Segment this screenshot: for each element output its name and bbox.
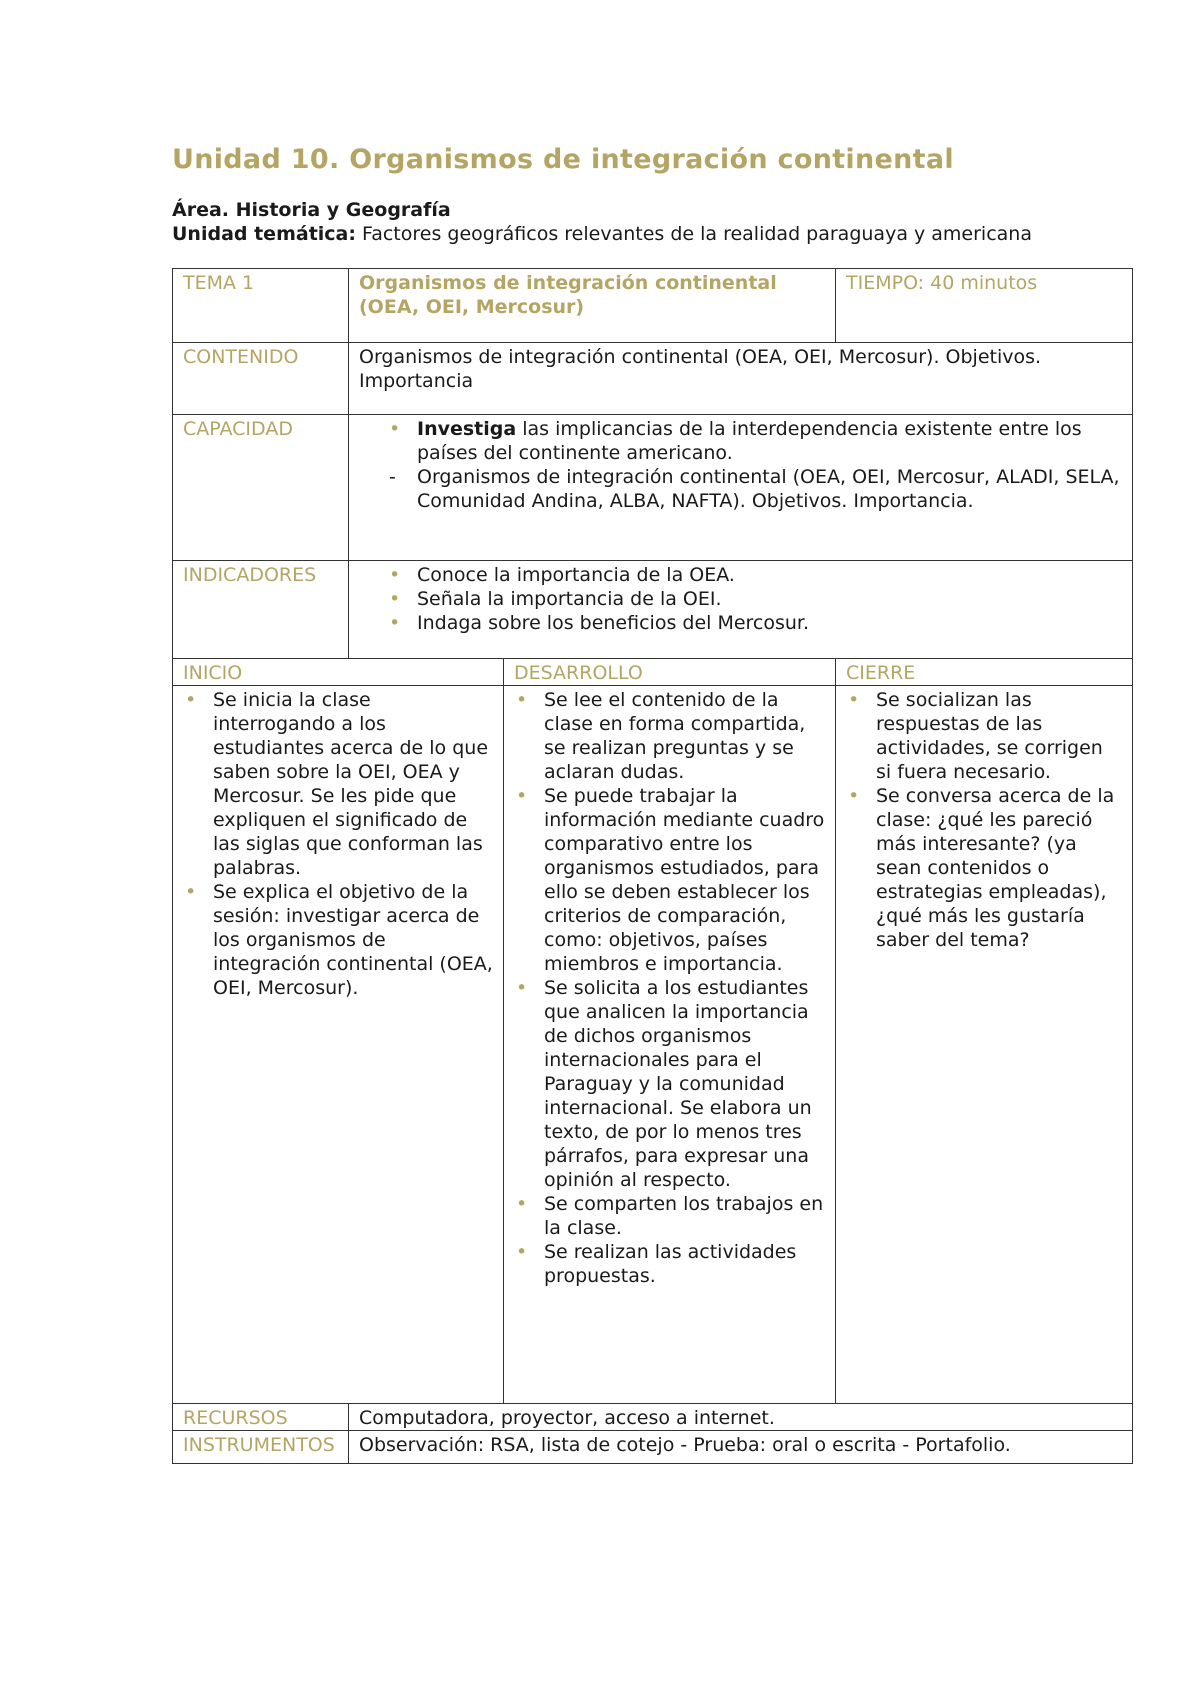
indicador-item: • Indaga sobre los beneficios del Mercosur.: [417, 611, 1122, 635]
indicador-item: • Conoce la importancia de la OEA.: [417, 563, 1122, 587]
desarrollo-item: • Se comparten los trabajos en la clase.: [544, 1192, 825, 1240]
row-instrumentos: [173, 1431, 1133, 1464]
inicio-item: • Se inicia la clase interrogando a los estudiantes acerca de lo que saben sobre la OEI, OEA y Mercosur. Se les pide que expliquen el significado de las siglas que conforman las palabras.: [213, 688, 493, 880]
indicador-item: • Señala la importancia de la OEI.: [417, 587, 1122, 611]
tema-label: TEMA 1: [173, 269, 349, 343]
desarrollo-item: • Se solicita a los estudiantes que analicen la importancia de dichos organismos internacionales para el Paraguay y la comunidad internacional. Se elabora un texto, de por lo menos tres párrafos, para expresar una opinión al respecto.: [544, 976, 825, 1192]
area-text: Área. Historia y Geografía: [172, 199, 451, 221]
indicadores-label: INDICADORES: [173, 561, 349, 659]
capacidad-rest: las implicancias de la interdependencia existente entre los países del continente americano.: [417, 418, 1082, 464]
capacidad-list: [389, 417, 1122, 465]
row-tema: [173, 269, 1133, 343]
inicio-item: • Se explica el objetivo de la sesión: investigar acerca de los organismos de integración continental (OEA, OEI, Mercosur).: [213, 880, 493, 1000]
capacidad-label: CAPACIDAD: [173, 415, 349, 561]
tiempo-cell: TIEMPO: 40 minutos: [836, 269, 1133, 343]
row-contenido: [173, 343, 1133, 415]
instrumentos-label: INSTRUMENTOS: [173, 1431, 349, 1464]
capacidad-value: [349, 415, 1133, 561]
indicadores-value: [349, 561, 1133, 659]
row-recursos: [173, 1404, 1133, 1431]
desarrollo-list: [514, 688, 825, 1288]
lesson-plan-table: [172, 268, 1133, 1464]
row-phases: [173, 686, 1133, 1404]
contenido-value: Organismos de integración continental (OEA, OEI, Mercosur). Objetivos. Importancia: [349, 343, 1133, 415]
desarrollo-item: • Se realizan las actividades propuestas.: [544, 1240, 825, 1288]
recursos-value: Computadora, proyector, acceso a internet.: [349, 1404, 1133, 1431]
indicadores-list: [389, 563, 1122, 635]
unidad-tematica-line: [172, 222, 1132, 246]
capacidad-bold: Investiga: [417, 418, 517, 440]
cierre-label: CIERRE: [836, 659, 1133, 686]
cierre-item: • Se socializan las respuestas de las actividades, se corrigen si fuera necesario.: [876, 688, 1122, 784]
page: [172, 140, 1132, 1464]
desarrollo-label: DESARROLLO: [504, 659, 836, 686]
row-phase-headers: [173, 659, 1133, 686]
cierre-item: • Se conversa acerca de la clase: ¿qué les pareció más interesante? (ya sean contenidos o estrategias empleadas), ¿qué más les gustaría saber del tema?: [876, 784, 1122, 952]
inicio-label: INICIO: [173, 659, 504, 686]
instrumentos-value: Observación: RSA, lista de cotejo - Prueba: oral o escrita - Portafolio.: [349, 1431, 1133, 1464]
row-capacidad: [173, 415, 1133, 561]
area-line: [172, 198, 1132, 222]
recursos-label: RECURSOS: [173, 1404, 349, 1431]
desarrollo-cell: [504, 686, 836, 1404]
inicio-cell: [173, 686, 504, 1404]
cierre-list: [846, 688, 1122, 952]
capacidad-dash-list: [389, 465, 1122, 513]
meta-block: [172, 198, 1132, 246]
cierre-cell: [836, 686, 1133, 1404]
capacidad-dash-item: - Organismos de integración continental (OEA, OEI, Mercosur, ALADI, SELA, Comunidad Andina, ALBA, NAFTA). Objetivos. Importancia.: [417, 465, 1122, 513]
desarrollo-item: • Se lee el contenido de la clase en forma compartida, se realizan preguntas y se aclaran dudas.: [544, 688, 825, 784]
desarrollo-item: • Se puede trabajar la información mediante cuadro comparativo entre los organismos estudiados, para ello se deben establecer los criterios de comparación, como: objetivos, países miembros e importancia.: [544, 784, 825, 976]
tema-value: Organismos de integración continental (OEA, OEI, Mercosur): [349, 269, 836, 343]
unidad-tematica-value: Factores geográficos relevantes de la realidad paraguaya y americana: [362, 223, 1032, 245]
capacidad-item: [417, 417, 1122, 465]
unidad-tematica-label: Unidad temática:: [172, 223, 356, 245]
row-indicadores: [173, 561, 1133, 659]
page-title: Unidad 10. Organismos de integración continental: [172, 144, 954, 175]
contenido-label: CONTENIDO: [173, 343, 349, 415]
inicio-list: [183, 688, 493, 1000]
